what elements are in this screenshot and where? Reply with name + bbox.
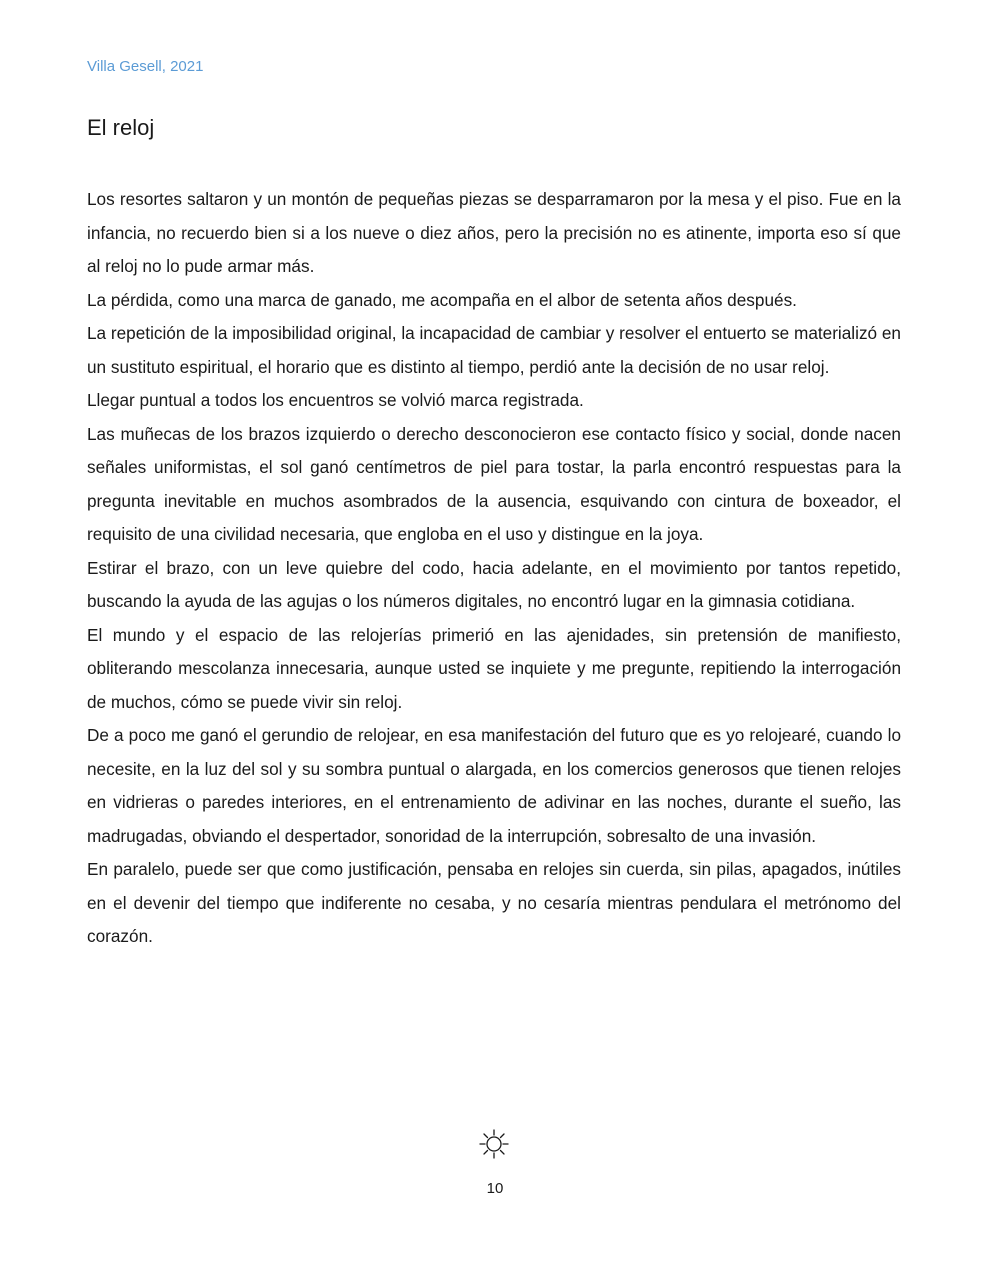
header-location-date: Villa Gesell, 2021: [87, 58, 204, 75]
paragraph: Las muñecas de los brazos izquierdo o derecho desconocieron ese contacto físico y social, donde nacen señales uniformistas, el sol ganó centímetros de piel para tostar, la parla encontró respuestas para la pregunta inevitable en muchos asombrados de la ausencia, esquivando con cintura de boxeador, el requisito de una civilidad necesaria, que engloba en el uso y distingue en la joya.: [87, 423, 901, 544]
paragraph: Estirar el brazo, con un leve quiebre del codo, hacia adelante, en el movimiento por tantos repetido, buscando la ayuda de las agujas o los números digitales, no encontró lugar en la gimnasia cotidiana.: [87, 557, 901, 611]
page-number: 10: [486, 1180, 504, 1197]
paragraph: Los resortes saltaron y un montón de pequeñas piezas se desparramaron por la mesa y el piso. Fue en la infancia, no recuerdo bien si a los nueve o diez años, pero la precisión no es atinente, importa eso sí que al reloj no lo pude armar más.: [87, 189, 901, 276]
paragraph: El mundo y el espacio de las relojerías primerió en las ajenidades, sin pretensión de manifiesto, obliterando mescolanza innecesaria, aunque usted se inquiete y me pregunte, repitiendo la interrogación de muchos, cómo se puede vivir sin reloj.: [87, 624, 901, 712]
sun-icon: [478, 1128, 510, 1160]
body-text: [87, 183, 901, 954]
page-title: El reloj: [87, 115, 155, 140]
paragraph: La pérdida, como una marca de ganado, me acompaña en el albor de setenta años después.: [87, 289, 797, 310]
paragraph: La repetición de la imposibilidad original, la incapacidad de cambiar y resolver el entuerto se materializó en un sustituto espiritual, el horario que es distinto al tiempo, perdió ante la decisión de no usar reloj.: [87, 323, 901, 377]
paragraph: Llegar puntual a todos los encuentros se volvió marca registrada.: [87, 390, 584, 410]
paragraph: En paralelo, puede ser que como justificación, pensaba en relojes sin cuerda, sin pilas, apagados, inútiles en el devenir del tiempo que indiferente no cesaba, y no cesaría mientras pendulara el metrónomo del corazón.: [87, 859, 901, 946]
paragraph: De a poco me ganó el gerundio de relojear, en esa manifestación del futuro que es yo relojearé, cuando lo necesite, en la luz del sol y su sombra puntual o alargada, en los comercios generosos que tienen relojes en vidrieras o paredes interiores, en el entrenamiento de adivinar en las noches, durante el sueño, las madrugadas, obviando el despertador, sonoridad de la interrupción, sobresalto de una invasión.: [87, 725, 901, 846]
